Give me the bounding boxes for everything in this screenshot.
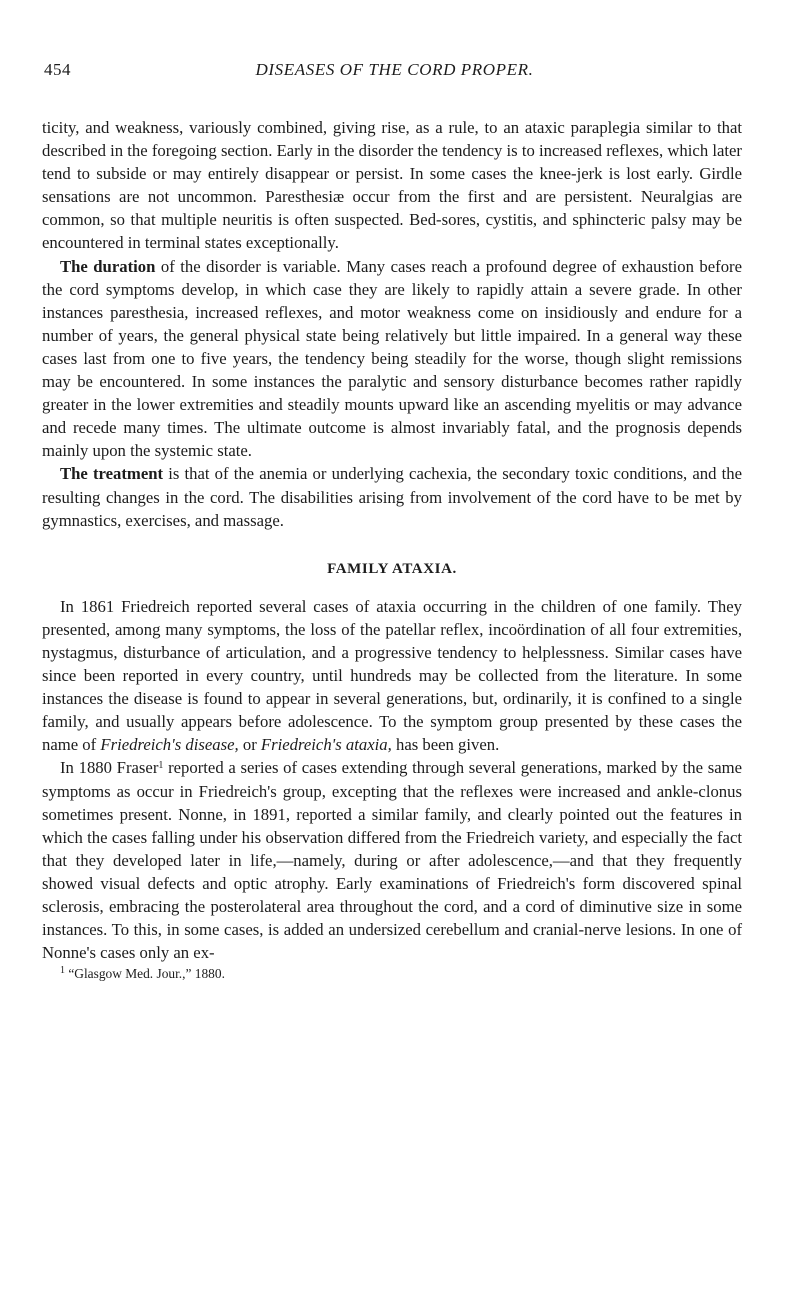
body-text [42, 116, 742, 982]
paragraph-text: In 1880 Fraser [60, 758, 159, 778]
paragraph-fraser [42, 756, 742, 964]
italic-term: Friedreich's disease, [100, 735, 239, 755]
page-number: 454 [44, 60, 71, 79]
footnote-reference: 1 [158, 760, 164, 772]
paragraph-friedreich [42, 595, 742, 757]
paragraph-text: has been given. [391, 735, 500, 755]
paragraph-duration [42, 255, 742, 463]
paragraph-text: reported a series of cases extending through several generations, marked by the same symptoms as occur in Friedreich's group, excepting that the reflexes were increased and ankle-clonus sometimes present. Nonne, in 1891, reported a similar family, and clearly pointed out the features in which the cases falling under his observation differed from the Friedreich variety, and especially the fact that they developed later in life,—namely, during or after adolescence,—and that they frequently showed visual defects and optic atrophy. Early examinations of Friedreich's form discovered spinal sclerosis, embracing the posterolateral area throughout the cord, and a cord of diminutive size in some instances. To this, in some cases, is added an undersized cerebellum and cranial-nerve lesions. In one of Nonne's cases only an ex- [42, 758, 742, 963]
duration-lead: The duration [60, 256, 156, 276]
paragraph-treatment [42, 462, 742, 531]
paragraph-text: of the disorder is variable. Many cases reach a profound degree of exhaustion before the cord symptoms develop, in which case they are likely to rapidly attain a severe grade. In other instances paresthesia, increased reflexes, and motor weakness come on insidiously and endure for a number of years, the general physical state being relatively but little impaired. In a general way these cases last from one to five years, the tendency being steadily for the worse, though slight remissions may be encountered. In some instances the paralytic and sensory disturbance becomes rather rapidly greater in the lower extremities and steadily mounts upward like an ascending myelitis or may advance and recede many times. The ultimate outcome is almost invariably fatal, and the prognosis depends mainly upon the systemic state. [42, 256, 743, 461]
running-title: DISEASES OF THE CORD PROPER. [255, 60, 534, 79]
section-heading: FAMILY ATAXIA. [327, 560, 457, 577]
paragraph-text: or [238, 735, 261, 755]
footnote-text: “Glasgow Med. Jour.,” 1880. [65, 966, 225, 982]
footnote-mark: 1 [60, 965, 65, 977]
footnote [42, 966, 742, 982]
paragraph-text: In 1861 Friedreich reported several cases of ataxia occurring in the children of one family. They presented, among many symptoms, the loss of the patellar reflex, incoördination of all four extremities, nystagmus, disturbance of articulation, and a progressive tendency to helplessness. Similar cases have since been reported in every country, until hundreds may be collected from the literature. In some instances the disease is found to appear in several generations, but, ordinarily, it is confined to a single family, and usually appears before adolescence. To the symptom group presented by these cases the name of [42, 596, 742, 755]
treatment-lead: The treatment [60, 464, 164, 484]
italic-term: Friedreich's ataxia, [260, 735, 392, 755]
paragraph-symptoms [42, 116, 742, 255]
paragraph-text: ticity, and weakness, variously combined, giving rise, as a rule, to an ataxic paraplegia similar to that described in the foregoing section. Early in the disorder the tendency is to increased reflexes, which later tend to subside or may entirely disappear or persist. In some cases the knee-jerk is lost early. Girdle sensations are not uncommon. Paresthesiæ occur from the first and are persistent. Neuralgias are common, so that multiple neuritis is often suspected. Bed-sores, cystitis, and sphincteric palsy may be encountered in terminal states exceptionally. [42, 118, 742, 253]
paragraph-text: is that of the anemia or underlying cachexia, the secondary toxic conditions, and the resulting changes in the cord. The disabilities arising from involvement of the cord have to be met by gymnastics, exercises, and massage. [42, 464, 742, 530]
page-header [44, 60, 745, 84]
